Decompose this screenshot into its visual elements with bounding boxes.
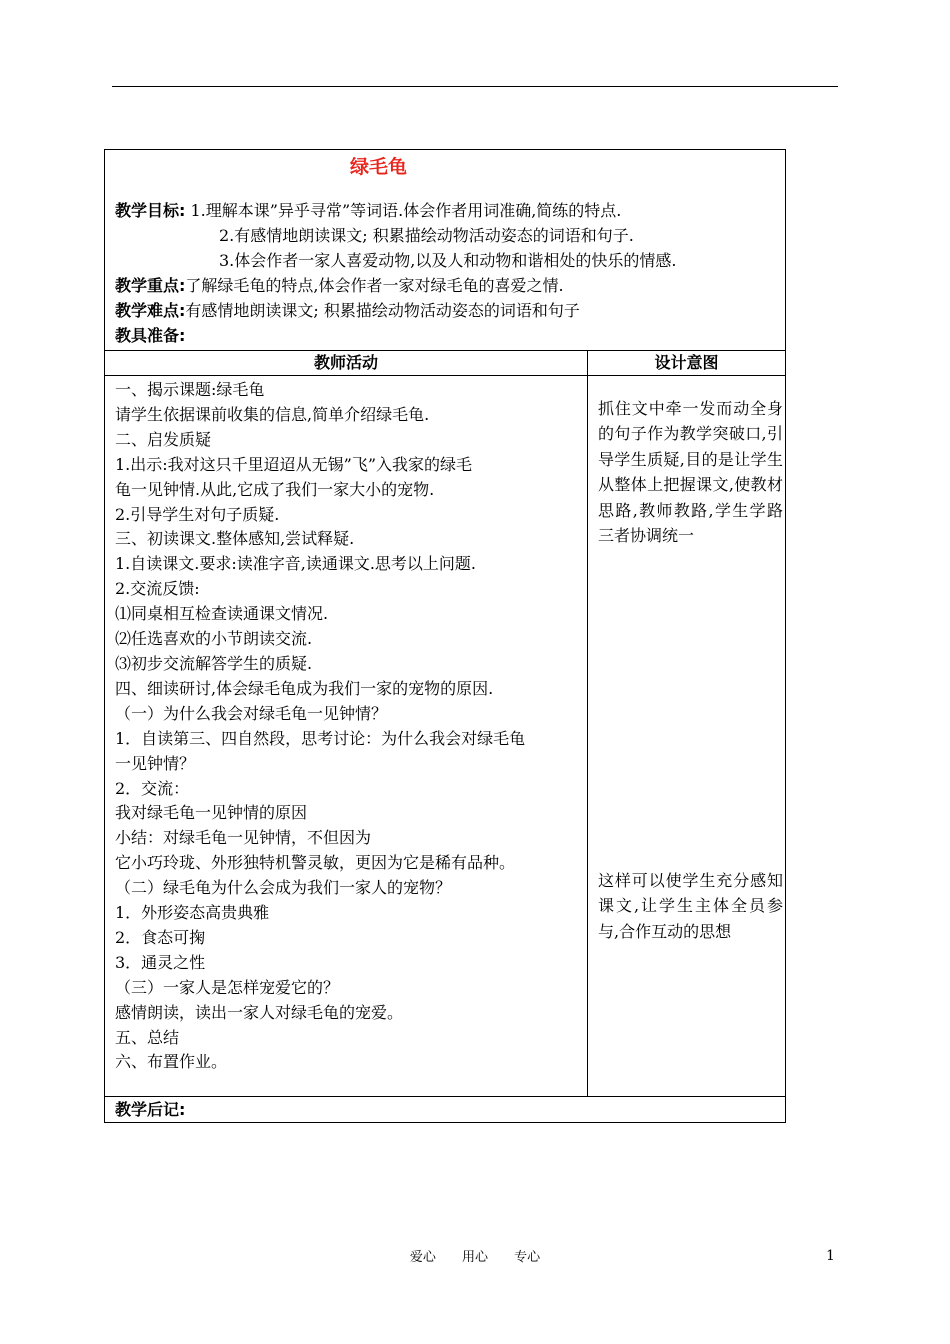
activity-line: 龟一见钟情.从此,它成了我们一家大小的宠物. — [115, 479, 435, 499]
page-footer — [0, 1246, 950, 1265]
activity-line: 二、启发质疑 — [115, 429, 212, 449]
activity-line: 它小巧玲珑、外形独特机警灵敏，更因为它是稀有品种。 — [115, 853, 516, 873]
activity-line: 四、细读研讨,体会绿毛龟成为我们一家的宠物的原因. — [115, 678, 494, 698]
plan-header-cell — [105, 150, 786, 351]
content-row — [105, 376, 786, 1097]
activity-line: 一、揭示课题:绿毛龟 — [115, 380, 265, 399]
activity-line: 1.出示:我对这只千里迢迢从无锡”飞”入我家的绿毛 — [115, 454, 473, 474]
teacher-activities-cell — [105, 376, 588, 1097]
activity-line: 三、初读课文.整体感知,尝试释疑. — [115, 529, 355, 549]
activity-line: 1．自读第三、四自然段，思考讨论：为什么我会对绿毛龟 — [115, 728, 526, 748]
goals-label: 教学目标: — [115, 201, 186, 220]
lesson-title: 绿毛龟 — [350, 156, 408, 178]
activity-line: 2．交流： — [115, 778, 190, 798]
tools-line — [115, 323, 777, 348]
design-intent-text: 这样可以使学生充分感知课文,让学生主体全员参与,合作互动的思想 — [598, 871, 783, 941]
activity-line: 1．外形姿态高贵典雅 — [115, 903, 270, 923]
activity-line: 我对绿毛龟一见钟情的原因 — [115, 803, 308, 823]
afterword-line — [115, 1097, 777, 1122]
column-header-row — [105, 351, 786, 376]
afterword-row — [105, 1097, 786, 1123]
goal-item: 2.有感情地朗读课文; 积累描绘动物活动姿态的词语和句子. — [219, 226, 634, 245]
activity-line: ⑶初步交流解答学生的质疑. — [115, 653, 313, 673]
header-rule — [112, 86, 838, 87]
difficulties-text: 有感情地朗读课文; 积累描绘动物活动姿态的词语和句子 — [185, 301, 580, 320]
column-header-intent: 设计意图 — [588, 351, 786, 376]
activity-line: 2．食态可掬 — [115, 927, 206, 947]
activity-line: （二）绿毛龟为什么会成为我们一家人的宠物？ — [115, 878, 452, 898]
plan-header-row — [105, 150, 786, 351]
activity-line: 1.自读课文.要求:读准字音,读通课文.思考以上问题. — [115, 554, 477, 574]
afterword-label: 教学后记: — [115, 1100, 186, 1119]
difficulties-line — [115, 298, 777, 323]
key-points-line — [115, 273, 777, 298]
activity-line: ⑴同桌相互检查读通课文情况. — [115, 604, 329, 624]
goals-line — [115, 198, 777, 223]
activity-line: 2.交流反馈: — [115, 579, 200, 599]
footer-slogan: 专心 — [514, 1250, 541, 1265]
activity-line: 六、布置作业。 — [115, 1052, 228, 1072]
key-points-label: 教学重点: — [115, 276, 186, 295]
activity-line: 一见钟情？ — [115, 753, 196, 773]
page-number: 1 — [826, 1248, 835, 1264]
activity-line: （三）一家人是怎样宠爱它的？ — [115, 977, 340, 997]
activity-line: 五、总结 — [115, 1027, 180, 1047]
activity-line: 2.引导学生对句子质疑. — [115, 504, 280, 524]
difficulties-label: 教学难点: — [115, 301, 186, 320]
activity-line: 小结：对绿毛龟一见钟情，不但因为 — [115, 828, 372, 848]
activity-line: （一）为什么我会对绿毛龟一见钟情？ — [115, 703, 388, 723]
design-intent-text: 抓住文中牵一发而动全身的句子作为教学突破口,引导学生质疑,目的是让学生从整体上把握课文,使教材思路,教师教路,学生学路三者协调统一 — [598, 399, 783, 546]
design-intent-cell — [588, 376, 786, 1097]
key-points-text: 了解绿毛龟的特点,体会作者一家对绿毛龟的喜爱之情. — [185, 276, 564, 295]
goal-item: 3.体会作者一家人喜爱动物,以及人和动物和谐相处的快乐的情感. — [219, 251, 677, 270]
goal-item: 1.理解本课”异乎寻常”等词语.体会作者用词准确,简练的特点. — [190, 201, 622, 220]
activity-line: 请学生依据课前收集的信息,简单介绍绿毛龟. — [115, 404, 430, 424]
tools-label: 教具准备: — [115, 326, 186, 345]
afterword-cell — [105, 1097, 786, 1123]
footer-slogan: 用心 — [461, 1250, 488, 1265]
activity-line: ⑵任选喜欢的小节朗读交流. — [115, 629, 313, 649]
activity-line: 3．通灵之性 — [115, 952, 206, 972]
activity-line: 感情朗读，读出一家人对绿毛龟的宠爱。 — [115, 1002, 404, 1022]
footer-slogan: 爱心 — [409, 1250, 436, 1265]
column-header-teacher: 教师活动 — [105, 351, 588, 376]
lesson-plan-table — [104, 149, 786, 1123]
